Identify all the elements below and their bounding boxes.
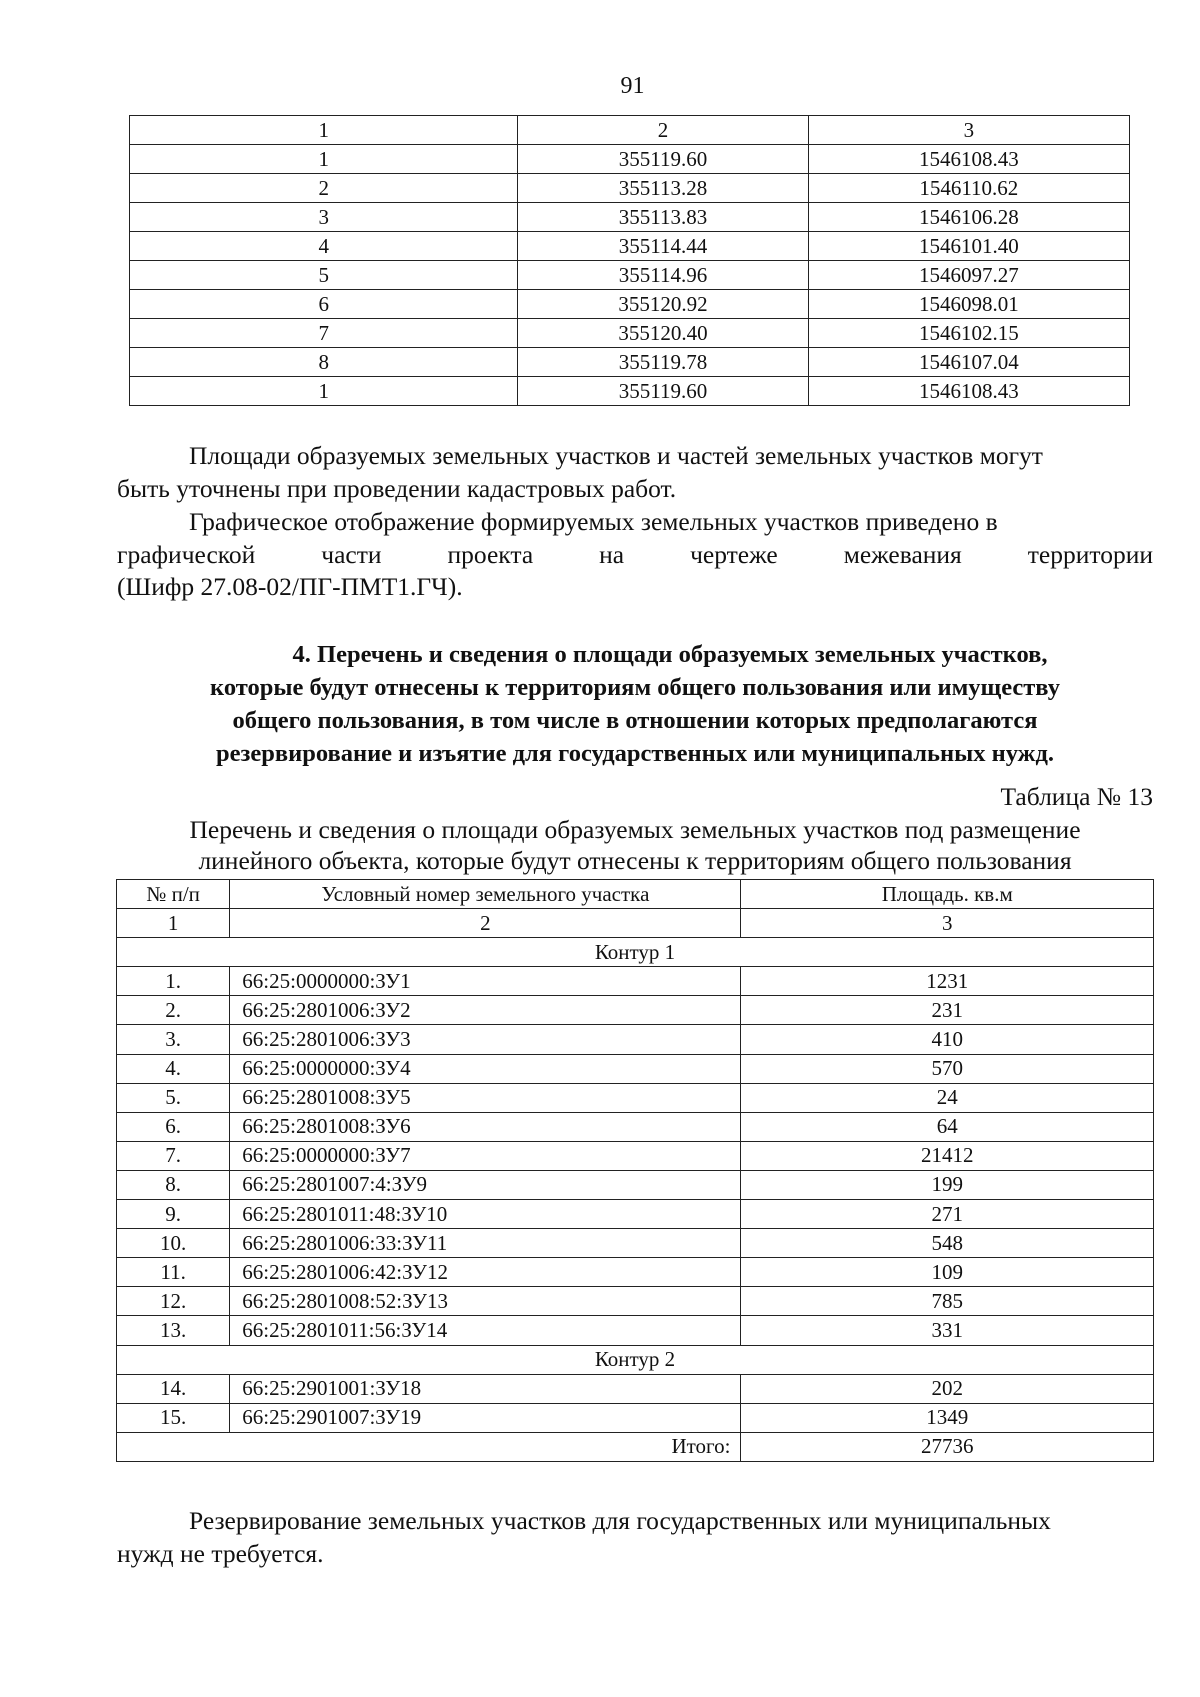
plot-id-cell: 66:25:0000000:ЗУ1 — [230, 967, 741, 996]
point-number-cell: 6 — [130, 290, 518, 319]
row-number-cell: 9. — [117, 1200, 230, 1229]
area-cell: 109 — [741, 1258, 1154, 1287]
table-row — [130, 174, 1130, 203]
paragraph-graphic-display — [117, 506, 1153, 604]
contour-label: Контур 1 — [117, 938, 1154, 967]
word: проекта — [447, 539, 534, 569]
point-number-cell: 4 — [130, 232, 518, 261]
plot-id-cell: 66:25:2801006:33:ЗУ11 — [230, 1229, 741, 1258]
point-number-cell: 8 — [130, 348, 518, 377]
page-number: 91 — [620, 73, 645, 99]
coords-header-cell: 2 — [518, 116, 808, 145]
paragraph-reservation — [117, 1505, 1153, 1570]
table-column-numbers-row — [117, 909, 1154, 938]
row-number-cell: 8. — [117, 1170, 230, 1199]
paragraph-line: Графическое отображение формируемых земельных участков приведено в — [189, 507, 998, 536]
area-cell: 1349 — [741, 1403, 1154, 1432]
table-row — [117, 1054, 1154, 1083]
section-title-line: общего пользования, в том числе в отношении которых предполагаются — [232, 707, 1038, 734]
paragraph-line: быть уточнены при проведении кадастровых работ. — [117, 473, 677, 503]
section-title-line: которые будут отнесены к территориям общего пользования или имуществу — [210, 674, 1060, 701]
section-title-line: 4. Перечень и сведения о площади образуемых земельных участков, — [292, 641, 1048, 668]
row-number-cell: 15. — [117, 1403, 230, 1432]
point-number-cell: 5 — [130, 261, 518, 290]
y-coordinate-cell: 1546098.01 — [808, 290, 1129, 319]
land-plots-table — [116, 879, 1154, 1462]
row-number-cell: 13. — [117, 1316, 230, 1345]
area-cell: 202 — [741, 1374, 1154, 1403]
area-cell: 199 — [741, 1170, 1154, 1199]
area-cell: 548 — [741, 1229, 1154, 1258]
row-number-cell: 11. — [117, 1258, 230, 1287]
plot-id-cell: 66:25:2801006:ЗУ2 — [230, 996, 741, 1025]
area-cell: 64 — [741, 1112, 1154, 1141]
row-number-cell: 3. — [117, 1025, 230, 1054]
row-number-cell: 1. — [117, 967, 230, 996]
row-number-cell: 2. — [117, 996, 230, 1025]
table-caption — [117, 814, 1153, 876]
table-row — [117, 1316, 1154, 1345]
caption-line: линейного объекта, которые будут отнесены к территориям общего пользования — [198, 846, 1072, 875]
table-row — [117, 1229, 1154, 1258]
row-number-cell: 14. — [117, 1374, 230, 1403]
x-coordinate-cell: 355120.92 — [518, 290, 808, 319]
area-cell: 24 — [741, 1083, 1154, 1112]
plot-id-cell: 66:25:2801008:52:ЗУ13 — [230, 1287, 741, 1316]
word: чертеже — [690, 539, 778, 569]
table-row — [117, 1025, 1154, 1054]
contour-row — [117, 1345, 1154, 1374]
header-cell-plot-id: Условный номер земельного участка — [230, 880, 741, 909]
row-number-cell: 7. — [117, 1141, 230, 1170]
paragraph-justified-line — [117, 539, 1153, 572]
coords-header-row — [130, 116, 1130, 145]
word: территории — [1027, 539, 1153, 569]
x-coordinate-cell: 355120.40 — [518, 319, 808, 348]
table-row — [130, 203, 1130, 232]
plot-id-cell: 66:25:0000000:ЗУ7 — [230, 1141, 741, 1170]
table-row — [130, 377, 1130, 406]
paragraph-line: (Шифр 27.08-02/ПГ-ПМТ1.ГЧ). — [117, 572, 463, 601]
x-coordinate-cell: 355114.44 — [518, 232, 808, 261]
point-number-cell: 1 — [130, 145, 518, 174]
x-coordinate-cell: 355119.60 — [518, 377, 808, 406]
plot-id-cell: 66:25:2801007:4:ЗУ9 — [230, 1170, 741, 1199]
caption-line: Перечень и сведения о площади образуемых земельных участков под размещение — [189, 815, 1081, 844]
table-row — [117, 1112, 1154, 1141]
table-row — [117, 996, 1154, 1025]
word: графической — [117, 539, 256, 569]
paragraph-line: Площади образуемых земельных участков и частей земельных участков могут — [189, 441, 1043, 470]
table-row — [130, 348, 1130, 377]
table-row — [117, 1374, 1154, 1403]
word: на — [599, 539, 625, 569]
total-label: Итого: — [117, 1432, 741, 1461]
table-header-row — [117, 880, 1154, 909]
paragraph-line: Резервирование земельных участков для государственных или муниципальных — [189, 1506, 1051, 1535]
column-number-cell: 2 — [230, 909, 741, 938]
table-row — [117, 1403, 1154, 1432]
plot-id-cell: 66:25:2801006:42:ЗУ12 — [230, 1258, 741, 1287]
plot-id-cell: 66:25:2801008:ЗУ5 — [230, 1083, 741, 1112]
table-row — [117, 967, 1154, 996]
paragraph-area-clarification — [117, 440, 1153, 505]
table-row — [117, 1083, 1154, 1112]
table-row — [117, 1287, 1154, 1316]
coords-header-cell: 3 — [808, 116, 1129, 145]
x-coordinate-cell: 355113.83 — [518, 203, 808, 232]
paragraph-line: нужд не требуется. — [117, 1538, 324, 1568]
table-label: Таблица № 13 — [1000, 782, 1153, 811]
table-row — [117, 1200, 1154, 1229]
contour-label: Контур 2 — [117, 1345, 1154, 1374]
header-cell-area: Площадь. кв.м — [741, 880, 1154, 909]
area-cell: 1231 — [741, 967, 1154, 996]
table-row — [130, 232, 1130, 261]
point-number-cell: 1 — [130, 377, 518, 406]
plot-id-cell: 66:25:2901007:ЗУ19 — [230, 1403, 741, 1432]
table-row — [130, 319, 1130, 348]
total-row — [117, 1432, 1154, 1461]
table-row — [117, 1258, 1154, 1287]
y-coordinate-cell: 1546101.40 — [808, 232, 1129, 261]
plot-id-cell: 66:25:2801011:56:ЗУ14 — [230, 1316, 741, 1345]
area-cell: 785 — [741, 1287, 1154, 1316]
plot-id-cell: 66:25:0000000:ЗУ4 — [230, 1054, 741, 1083]
area-cell: 271 — [741, 1200, 1154, 1229]
y-coordinate-cell: 1546106.28 — [808, 203, 1129, 232]
point-number-cell: 7 — [130, 319, 518, 348]
area-cell: 570 — [741, 1054, 1154, 1083]
coords-header-cell: 1 — [130, 116, 518, 145]
plot-id-cell: 66:25:2801008:ЗУ6 — [230, 1112, 741, 1141]
total-value: 27736 — [741, 1432, 1154, 1461]
row-number-cell: 12. — [117, 1287, 230, 1316]
section-title-line: резервирование и изъятие для государственных или муниципальных нужд. — [216, 740, 1054, 767]
plot-id-cell: 66:25:2801011:48:ЗУ10 — [230, 1200, 741, 1229]
y-coordinate-cell: 1546102.15 — [808, 319, 1129, 348]
x-coordinate-cell: 355114.96 — [518, 261, 808, 290]
plot-id-cell: 66:25:2901001:ЗУ18 — [230, 1374, 741, 1403]
table-row — [130, 261, 1130, 290]
x-coordinate-cell: 355119.78 — [518, 348, 808, 377]
y-coordinate-cell: 1546107.04 — [808, 348, 1129, 377]
y-coordinate-cell: 1546108.43 — [808, 145, 1129, 174]
x-coordinate-cell: 355113.28 — [518, 174, 808, 203]
section-title — [117, 638, 1153, 770]
column-number-cell: 3 — [741, 909, 1154, 938]
table-row — [130, 145, 1130, 174]
word: части — [321, 539, 382, 569]
table-row — [117, 1141, 1154, 1170]
area-cell: 331 — [741, 1316, 1154, 1345]
y-coordinate-cell: 1546097.27 — [808, 261, 1129, 290]
area-cell: 410 — [741, 1025, 1154, 1054]
row-number-cell: 10. — [117, 1229, 230, 1258]
word: межевания — [843, 539, 962, 569]
row-number-cell: 6. — [117, 1112, 230, 1141]
area-cell: 21412 — [741, 1141, 1154, 1170]
y-coordinate-cell: 1546108.43 — [808, 377, 1129, 406]
x-coordinate-cell: 355119.60 — [518, 145, 808, 174]
plot-id-cell: 66:25:2801006:ЗУ3 — [230, 1025, 741, 1054]
table-row — [117, 1170, 1154, 1199]
table-row — [130, 290, 1130, 319]
row-number-cell: 5. — [117, 1083, 230, 1112]
y-coordinate-cell: 1546110.62 — [808, 174, 1129, 203]
coordinates-table — [129, 115, 1130, 406]
row-number-cell: 4. — [117, 1054, 230, 1083]
header-cell-number: № п/п — [117, 880, 230, 909]
area-cell: 231 — [741, 996, 1154, 1025]
contour-row — [117, 938, 1154, 967]
column-number-cell: 1 — [117, 909, 230, 938]
point-number-cell: 3 — [130, 203, 518, 232]
point-number-cell: 2 — [130, 174, 518, 203]
